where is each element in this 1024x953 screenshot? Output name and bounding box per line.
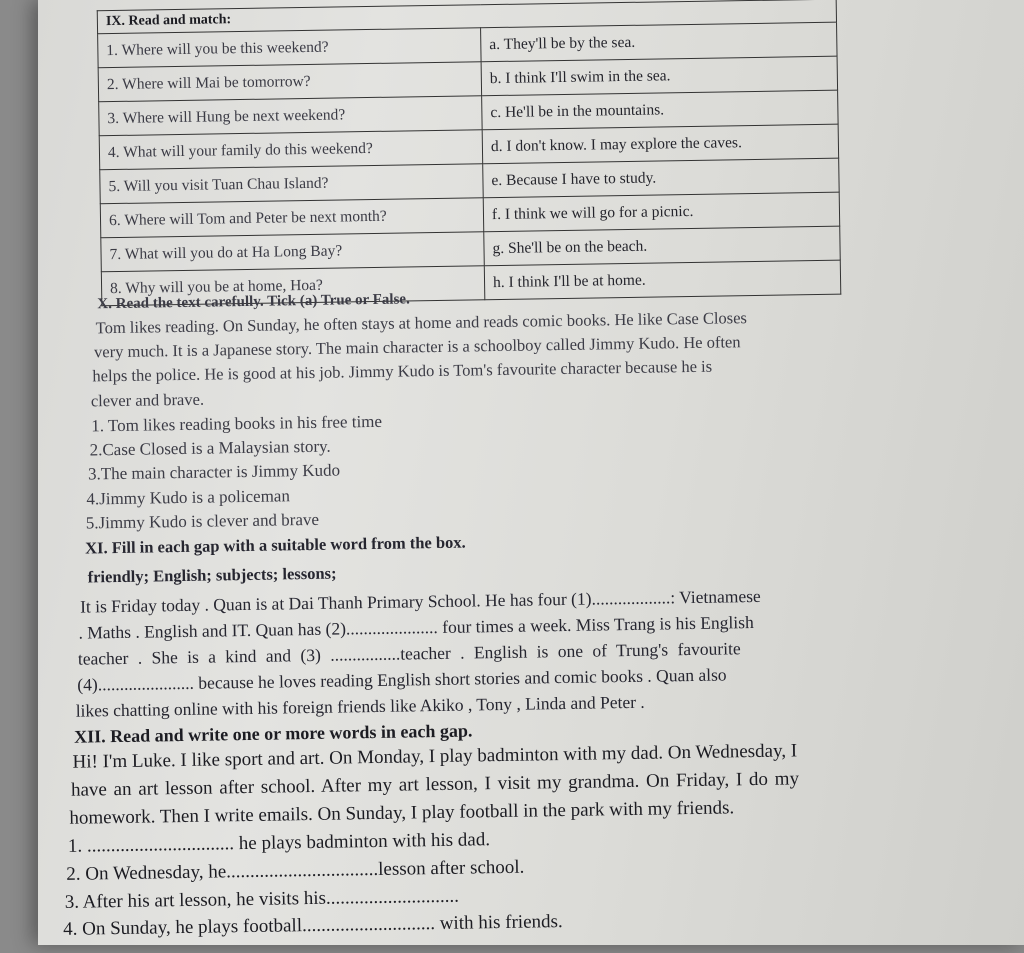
question-cell: 1. Where will you be this weekend? — [98, 28, 481, 68]
matching-table — [97, 0, 842, 306]
word-box: friendly; English; subjects; lessons; — [87, 563, 337, 587]
gap-fill-item: 2. On Wednesday, he................................lesson after school. — [66, 856, 525, 885]
section-11-title: XI. Fill in each gap with a suitable word from the box. — [85, 532, 466, 558]
question-cell: 6. Where will Tom and Peter be next month? — [100, 198, 483, 238]
question-cell: 3. Where will Hung be next weekend? — [99, 96, 482, 136]
passage-line: helps the police. He is good at his job. Jimmy Kudo is Tom's favourite character because he is — [92, 356, 713, 386]
passage-line: teacher . She is a kind and (3) ................teacher . English is one of Trung's favourite — [77, 638, 741, 669]
question-cell: 7. What will you do at Ha Long Bay? — [101, 232, 484, 272]
answer-cell: b. I think I'll swim in the sea. — [481, 56, 837, 96]
section-9-title: IX. Read and match: — [97, 0, 836, 34]
passage-line: Hi! I'm Luke. I like sport and art. On Monday, I play badminton with my dad. On Wednesday, I — [72, 740, 798, 773]
true-false-item: 2.Case Closed is a Malaysian story. — [89, 436, 331, 460]
question-cell: 8. Why will you be at home, Hoa? — [101, 266, 484, 306]
question-cell: 4. What will your family do this weekend? — [99, 130, 482, 170]
passage-line: . Maths . English and IT. Quan has (2)..................... four times a week. Miss Trang is his English — [78, 612, 754, 643]
answer-cell: c. He'll be in the mountains. — [482, 90, 838, 130]
true-false-item: 1. Tom likes reading books in his free time — [91, 411, 383, 436]
passage-line: Tom likes reading. On Sunday, he often stays at home and reads comic books. He like Case Closes — [95, 308, 748, 338]
passage-line: (4)...................... because he loves reading English short stories and comic books . Quan also — [77, 664, 727, 695]
answer-cell: d. I don't know. I may explore the caves. — [482, 124, 838, 164]
true-false-item: 5.Jimmy Kudo is clever and brave — [85, 509, 320, 533]
passage-line: likes chatting online with his foreign friends like Akiko , Tony , Linda and Peter . — [75, 691, 645, 721]
passage-line: It is Friday today . Quan is at Dai Thanh Primary School. He has four (1)..................: Vietnamese — [79, 585, 761, 617]
gap-fill-item: 4. On Sunday, he plays football............................ with his friends. — [62, 911, 563, 940]
passage-line: have an art lesson after school. After my art lesson, I visit my grandma. On Friday, I do my — [70, 768, 800, 801]
passage-line: very much. It is a Japanese story. The main character is a schoolboy called Jimmy Kudo. He often — [93, 332, 741, 362]
answer-cell: a. They'll be by the sea. — [481, 22, 837, 62]
answer-cell: g. She'll be on the beach. — [484, 226, 840, 266]
answer-cell: f. I think we will go for a picnic. — [483, 192, 839, 232]
gap-fill-item: 1. ............................... he plays badminton with his dad. — [67, 829, 491, 857]
answer-cell: h. I think I'll be at home. — [484, 260, 840, 300]
gap-fill-item: 3. After his art lesson, he visits his............................ — [64, 885, 460, 913]
answer-cell: e. Because I have to study. — [483, 158, 839, 198]
section-12-title: XII. Read and write one or more words in each gap. — [73, 720, 473, 747]
question-cell: 2. Where will Mai be tomorrow? — [98, 62, 481, 102]
question-cell: 5. Will you visit Tuan Chau Island? — [100, 164, 483, 204]
section-10-title: X. Read the text carefully. Tick (a) True or False. — [97, 291, 410, 313]
true-false-item: 3.The main character is Jimmy Kudo — [87, 460, 341, 484]
passage-line: homework. Then I write emails. On Sunday, I play football in the park with my friends. — [69, 797, 735, 829]
passage-line: clever and brave. — [90, 389, 205, 411]
true-false-item: 4.Jimmy Kudo is a policeman — [86, 486, 291, 509]
